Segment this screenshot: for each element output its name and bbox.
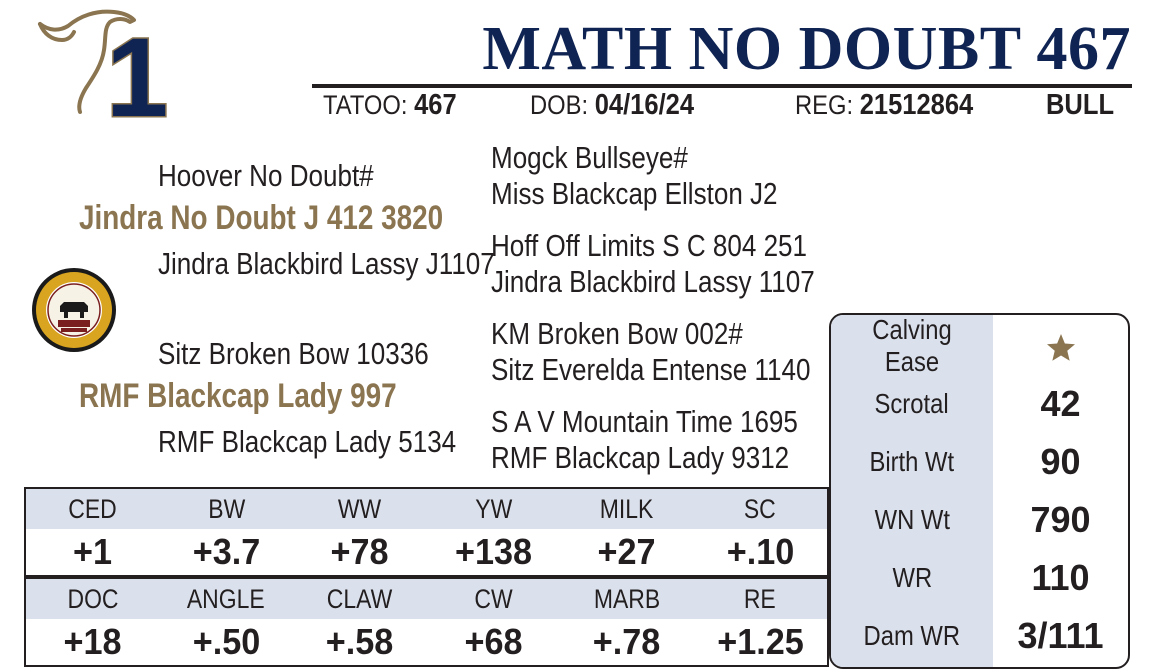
tattoo-label: TATOO: — [323, 90, 408, 120]
stat-value-wr: 110 — [1031, 557, 1090, 598]
tattoo-field — [323, 90, 457, 122]
epd-table — [24, 487, 829, 667]
dob-value: 04/16/24 — [594, 89, 695, 121]
epd-label-doc: DOC — [67, 583, 119, 614]
epd-value-re: +1.25 — [716, 621, 804, 662]
performance-stats-box — [829, 313, 1130, 669]
stat-value-calving-ease — [993, 325, 1128, 367]
stat-label: Birth Wt — [869, 446, 955, 477]
epd-label-milk: MILK — [599, 493, 654, 524]
epd-label-cw: CW — [474, 583, 513, 614]
epd-label-sc: SC — [744, 493, 777, 524]
stat-row-birth-wt — [831, 433, 1128, 491]
stat-row-calving-ease — [831, 314, 1128, 377]
epd-label-angle: ANGLE — [187, 583, 266, 614]
sire-dam-dam: Jindra Blackbird Lassy 1107 — [491, 264, 815, 299]
dam: RMF Blackcap Lady 997 — [79, 377, 397, 415]
dob-field — [530, 90, 694, 122]
sire-dam-sire: Hoff Off Limits S C 804 251 — [491, 228, 808, 263]
epd-header-row-1 — [26, 489, 827, 529]
epd-value-claw: +.58 — [325, 621, 394, 662]
sire-sire-dam: Miss Blackcap Ellston J2 — [491, 176, 778, 211]
animal-name-title: MATH NO DOUBT 467 — [482, 15, 1131, 83]
reg-field — [795, 90, 973, 122]
stat-value-dam-wr: 3/111 — [1017, 615, 1104, 656]
stat-value-wn-wt: 790 — [1030, 499, 1091, 540]
stat-row-wn-wt — [831, 491, 1128, 549]
stat-row-scrotal — [831, 375, 1128, 433]
dam-dam-dam: RMF Blackcap Lady 9312 — [491, 440, 790, 475]
stat-row-wr — [831, 549, 1128, 607]
epd-label-ww: WW — [338, 493, 382, 524]
tattoo-value: 467 — [414, 89, 457, 121]
epd-value-bw: +3.7 — [192, 531, 261, 572]
certified-angus-beef-badge-icon — [30, 266, 118, 354]
dam-dam: RMF Blackcap Lady 5134 — [158, 424, 457, 459]
epd-value-row-2 — [26, 619, 827, 665]
epd-value-milk: +27 — [597, 531, 656, 572]
epd-value-ced: +1 — [73, 531, 113, 572]
stat-label: WR — [892, 562, 932, 593]
epd-header-row-2 — [26, 579, 827, 619]
stat-row-dam-wr — [831, 607, 1128, 665]
dob-label: DOB: — [530, 90, 589, 120]
stat-label: Dam WR — [863, 620, 961, 651]
sex-value: BULL — [1046, 89, 1115, 121]
stat-label: Scrotal — [874, 388, 950, 419]
epd-value-doc: +18 — [63, 621, 122, 662]
epd-value-ww: +78 — [330, 531, 389, 572]
reg-label: REG: — [795, 90, 854, 120]
epd-label-re: RE — [744, 583, 777, 614]
stat-label: WN Wt — [874, 504, 950, 535]
epd-value-angle: +.50 — [192, 621, 261, 662]
epd-value-yw: +138 — [454, 531, 532, 572]
stat-label: Calving Ease — [872, 314, 952, 377]
epd-label-marb: MARB — [593, 583, 660, 614]
star-icon — [1045, 332, 1077, 364]
epd-value-sc: +.10 — [726, 531, 795, 572]
sex-field — [1046, 90, 1114, 122]
lot-number: 1 — [106, 15, 167, 140]
epd-label-claw: CLAW — [327, 583, 393, 614]
stat-value-scrotal: 42 — [1040, 383, 1081, 424]
epd-value-marb: +.78 — [592, 621, 661, 662]
sire-sire-sire: Mogck Bullseye# — [491, 140, 688, 175]
dam-sire-dam: Sitz Everelda Entense 1140 — [491, 352, 811, 387]
epd-value-cw: +68 — [464, 621, 523, 662]
epd-value-row-1 — [26, 529, 827, 575]
epd-label-yw: YW — [474, 493, 512, 524]
dam-sire-sire: KM Broken Bow 002# — [491, 316, 743, 351]
dam-dam-sire: S A V Mountain Time 1695 — [491, 404, 798, 439]
stat-value-birth-wt: 90 — [1040, 441, 1081, 482]
reg-value: 21512864 — [859, 89, 974, 121]
title-divider — [312, 84, 1132, 88]
epd-label-ced: CED — [68, 493, 117, 524]
dam-sire: Sitz Broken Bow 10336 — [158, 336, 429, 371]
sire: Jindra No Doubt J 412 3820 — [79, 199, 444, 237]
sire-sire: Hoover No Doubt# — [158, 158, 374, 193]
epd-label-bw: BW — [207, 493, 245, 524]
sire-dam: Jindra Blackbird Lassy J1107 — [158, 246, 495, 281]
